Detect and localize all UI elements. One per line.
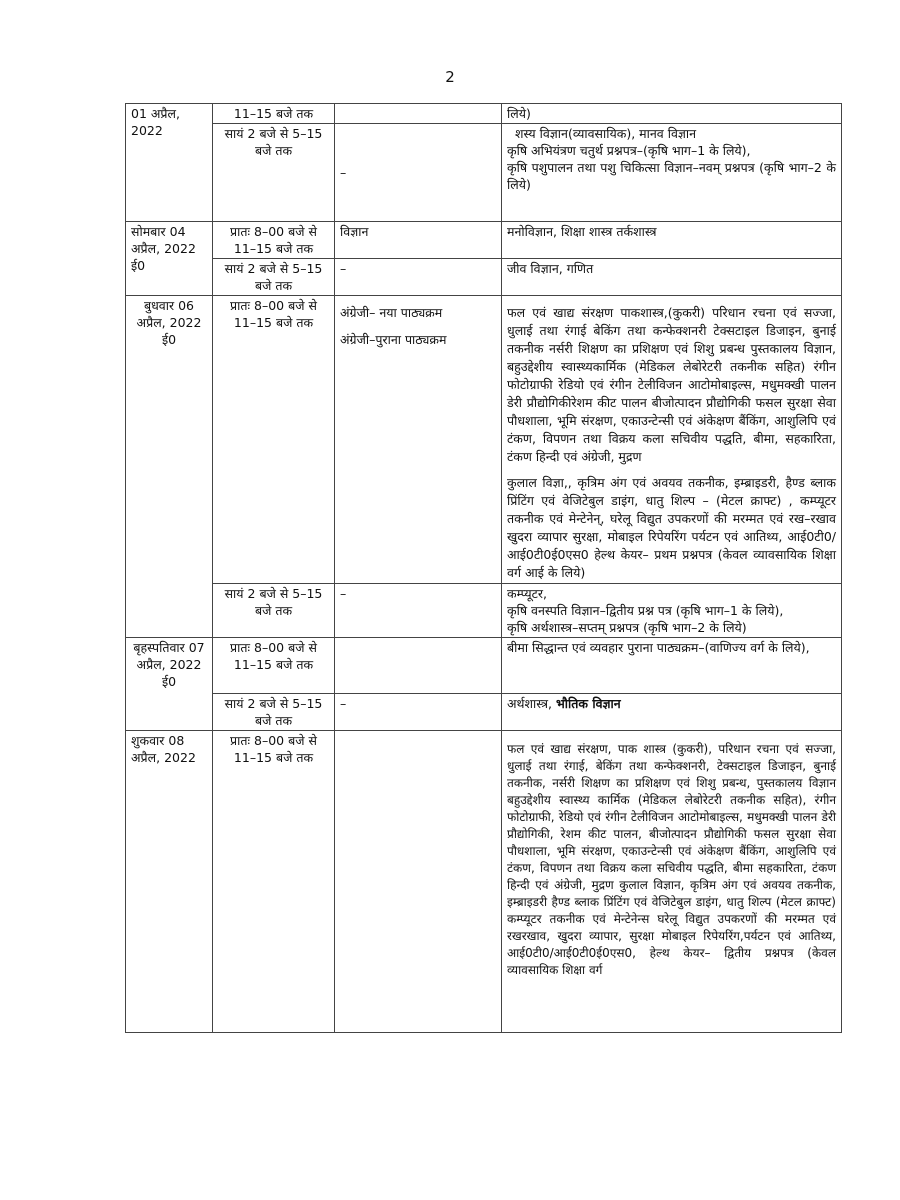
page-number: 2 bbox=[445, 68, 455, 86]
table-row bbox=[126, 638, 842, 694]
table-row bbox=[126, 731, 842, 1033]
time-cell: प्रातः 8–00 बजे से 11–15 बजे तक bbox=[213, 638, 335, 694]
time-cell: सायं 2 बजे से 5–15 बजे तक bbox=[213, 124, 335, 222]
date-cell: बुधवार 06 अप्रैल, 2022 ई0 bbox=[126, 296, 213, 638]
date-cell: 01 अप्रैल, 2022 bbox=[126, 104, 213, 222]
language-cell: – bbox=[335, 124, 502, 222]
table-row bbox=[126, 104, 842, 124]
subjects-cell bbox=[502, 584, 842, 638]
subject-line: शस्य विज्ञान(व्यावसायिक), मानव विज्ञान bbox=[515, 126, 697, 141]
subjects-cell bbox=[502, 124, 842, 222]
language-cell bbox=[335, 731, 502, 1033]
subject-text-bold: भौतिक विज्ञान bbox=[556, 696, 621, 711]
subjects-cell: बीमा सिद्धान्त एवं व्यवहार पुराना पाठ्यक्रम–(वाणिज्य वर्ग के लिये), bbox=[502, 638, 842, 694]
time-cell: 11–15 बजे तक bbox=[213, 104, 335, 124]
subjects-cell: मनोविज्ञान, शिक्षा शास्त्र तर्कशास्त्र bbox=[502, 222, 842, 259]
subject-line: कृषि अर्थशास्त्र–सप्तम् प्रश्नपत्र (कृषि भाग–2 के लिये) bbox=[507, 620, 747, 635]
table-row bbox=[126, 694, 842, 731]
language-entry: अंग्रेजी–पुराना पाठ्यक्रम bbox=[340, 332, 447, 347]
table-row bbox=[126, 584, 842, 638]
time-cell: प्रातः 8–00 बजे से 11–15 बजे तक bbox=[213, 731, 335, 1033]
subjects-cell: जीव विज्ञान, गणित bbox=[502, 259, 842, 296]
subjects-cell bbox=[502, 694, 842, 731]
subject-paragraph: कुलाल विज्ञा,, कृत्रिम अंग एवं अवयव तकनीक, इम्ब्राइडरी, हैण्ड ब्लाक प्रिंटिंग एवं वेजिटेबुल डाइंग, धातु शिल्प – (मेटल क्राफ्ट) , कम्प्यूटर तकनीक एवं मेन्टेनेन्, घरेलू विद्युत उपकरणों की मरम्मत एवं रख–रखाव खुदरा व्यापार सुरक्षा, मोबाइल रिपेयरिंग पर्यटन एवं आतिथ्य, आई0टी0/आई0टी0ई0एस0 हेल्थ केयर– प्रथम प्रश्नपत्र (केवल व्यावसायिक शिक्षा वर्ग आई के लिये) bbox=[507, 475, 836, 580]
language-cell bbox=[335, 296, 502, 584]
table-row bbox=[126, 296, 842, 584]
language-cell: – bbox=[335, 584, 502, 638]
subject-line: कम्प्यूटर, bbox=[507, 586, 547, 601]
table-row bbox=[126, 124, 842, 222]
language-cell: – bbox=[335, 259, 502, 296]
subject-text: अर्थशास्त्र, bbox=[507, 696, 553, 711]
table-row bbox=[126, 259, 842, 296]
time-cell: सायं 2 बजे से 5–15 बजे तक bbox=[213, 259, 335, 296]
time-cell: प्रातः 8–00 बजे से 11–15 बजे तक bbox=[213, 296, 335, 584]
subjects-cell: लिये) bbox=[502, 104, 842, 124]
time-cell: प्रातः 8–00 बजे से 11–15 बजे तक bbox=[213, 222, 335, 259]
language-cell bbox=[335, 638, 502, 694]
subject-paragraph: फल एवं खाद्य संरक्षण पाकशास्त्र,(कुकरी) परिधान रचना एवं सज्जा, धुलाई तथा रंगाई बेकिंग तथा कन्फेक्शनरी टेक्सटाइल डिजाइन, बुनाई तकनीक नर्सरी शिक्षण का प्रशिक्षण एवं शिशु प्रबन्ध पुस्तकालय विज्ञान, बहुउद्देशीय स्वास्थ्यकार्मिक (मेडिकल लेबोरेटरी तकनीक सहित) रंगीन फोटोग्राफी रेडियो एवं रंगीन टेलीविजन आटोमोबाइल्स, मधुमक्खी पालन डेरी प्रौद्योगिकीरेशम कीट पालन बीजोत्पादन प्रौद्योगिकी फसल सुरक्षा सेवा पौधशाला, भूमि संरक्षण, एकाउन्टेन्सी एवं अंकेक्षण बैंकिंग, आशुलिपि एवं टंकण, विपणन तथा विक्रय कला सचिवीय पद्धति, बीमा, सहकारिता, टंकण हिन्दी एवं अंग्रेजी, मुद्रण bbox=[507, 305, 836, 464]
time-cell: सायं 2 बजे से 5–15 बजे तक bbox=[213, 694, 335, 731]
subjects-cell: फल एवं खाद्य संरक्षण, पाक शास्त्र (कुकरी), परिधान रचना एवं सज्जा, धुलाई तथा रंगाई, बेकिंग तथा कन्फेक्शनरी, टेक्सटाइल डिजाइन, बुनाई तकनीक, नर्सरी शिक्षण का प्रशिक्षण एवं शिशु प्रबन्ध, पुस्तकालय विज्ञान बहुउद्देशीय स्वास्थ्य कार्मिक (मेडिकल लेबोरेटरी तकनीक सहित), रंगीन फोटोग्राफी, रेडियो एवं रंगीन टेलीविजन आटोमोबाइल्स, मधुमक्खी पालन डेरी प्रौद्योगिकी, रेशम कीट पालन, बीजोत्पादन प्रौद्योगिकी फसल सुरक्षा सेवा पौधशाला, भूमि संरक्षण, एकाउन्टेन्सी एवं अंकेक्षण बैंकिंग, आशुलिपि एवं टंकण, विपणन तथा विक्रय कला सचिवीय पद्धति, बीमा सहकारिता, टंकण हिन्दी एवं अंग्रेजी, मुद्रण कुलाल विज्ञान, कृत्रिम अंग एवं अवयव तकनीक, इम्ब्राइडरी हैण्ड ब्लाक प्रिंटिंग एवं वेजिटेबुल डाइंग, धातु शिल्प (मेटल क्राफ्ट) कम्प्यूटर तकनीक एवं मेन्टेनेन्स घरेलू विद्युत उपकरणों की मरम्मत एवं रखरखाव, खुदरा व्यापार, सुरक्षा मोबाइल रिपेयरिंग,पर्यटन एवं आतिथ्य, आई0टी0/आई0टी0ई0एस0, हेल्थ केयर– द्वितीय प्रश्नपत्र (केवल व्यावसायिक शिक्षा वर्ग bbox=[502, 731, 842, 1033]
date-cell: बृहस्पतिवार 07 अप्रैल, 2022 ई0 bbox=[126, 638, 213, 731]
subject-line: कृषि पशुपालन तथा पशु चिकित्सा विज्ञान–नवम् प्रश्नपत्र (कृषि भाग–2 के लिये) bbox=[507, 160, 836, 192]
exam-schedule-table bbox=[125, 103, 842, 1033]
subjects-cell bbox=[502, 296, 842, 584]
subject-line: कृषि वनस्पति विज्ञान–द्वितीय प्रश्न पत्र (कृषि भाग–1 के लिये), bbox=[507, 603, 784, 618]
date-cell: सोमबार 04 अप्रैल, 2022 ई0 bbox=[126, 222, 213, 296]
language-cell: विज्ञान bbox=[335, 222, 502, 259]
time-cell: सायं 2 बजे से 5–15 बजे तक bbox=[213, 584, 335, 638]
language-cell: – bbox=[335, 694, 502, 731]
language-entry: अंग्रेजी– नया पाठ्यक्रम bbox=[340, 305, 443, 320]
language-cell bbox=[335, 104, 502, 124]
date-cell: शुकवार 08 अप्रैल, 2022 bbox=[126, 731, 213, 1033]
table-row bbox=[126, 222, 842, 259]
subject-line: कृषि अभियंत्रण चतुर्थ प्रश्नपत्र–(कृषि भाग–1 के लिये), bbox=[507, 143, 751, 158]
